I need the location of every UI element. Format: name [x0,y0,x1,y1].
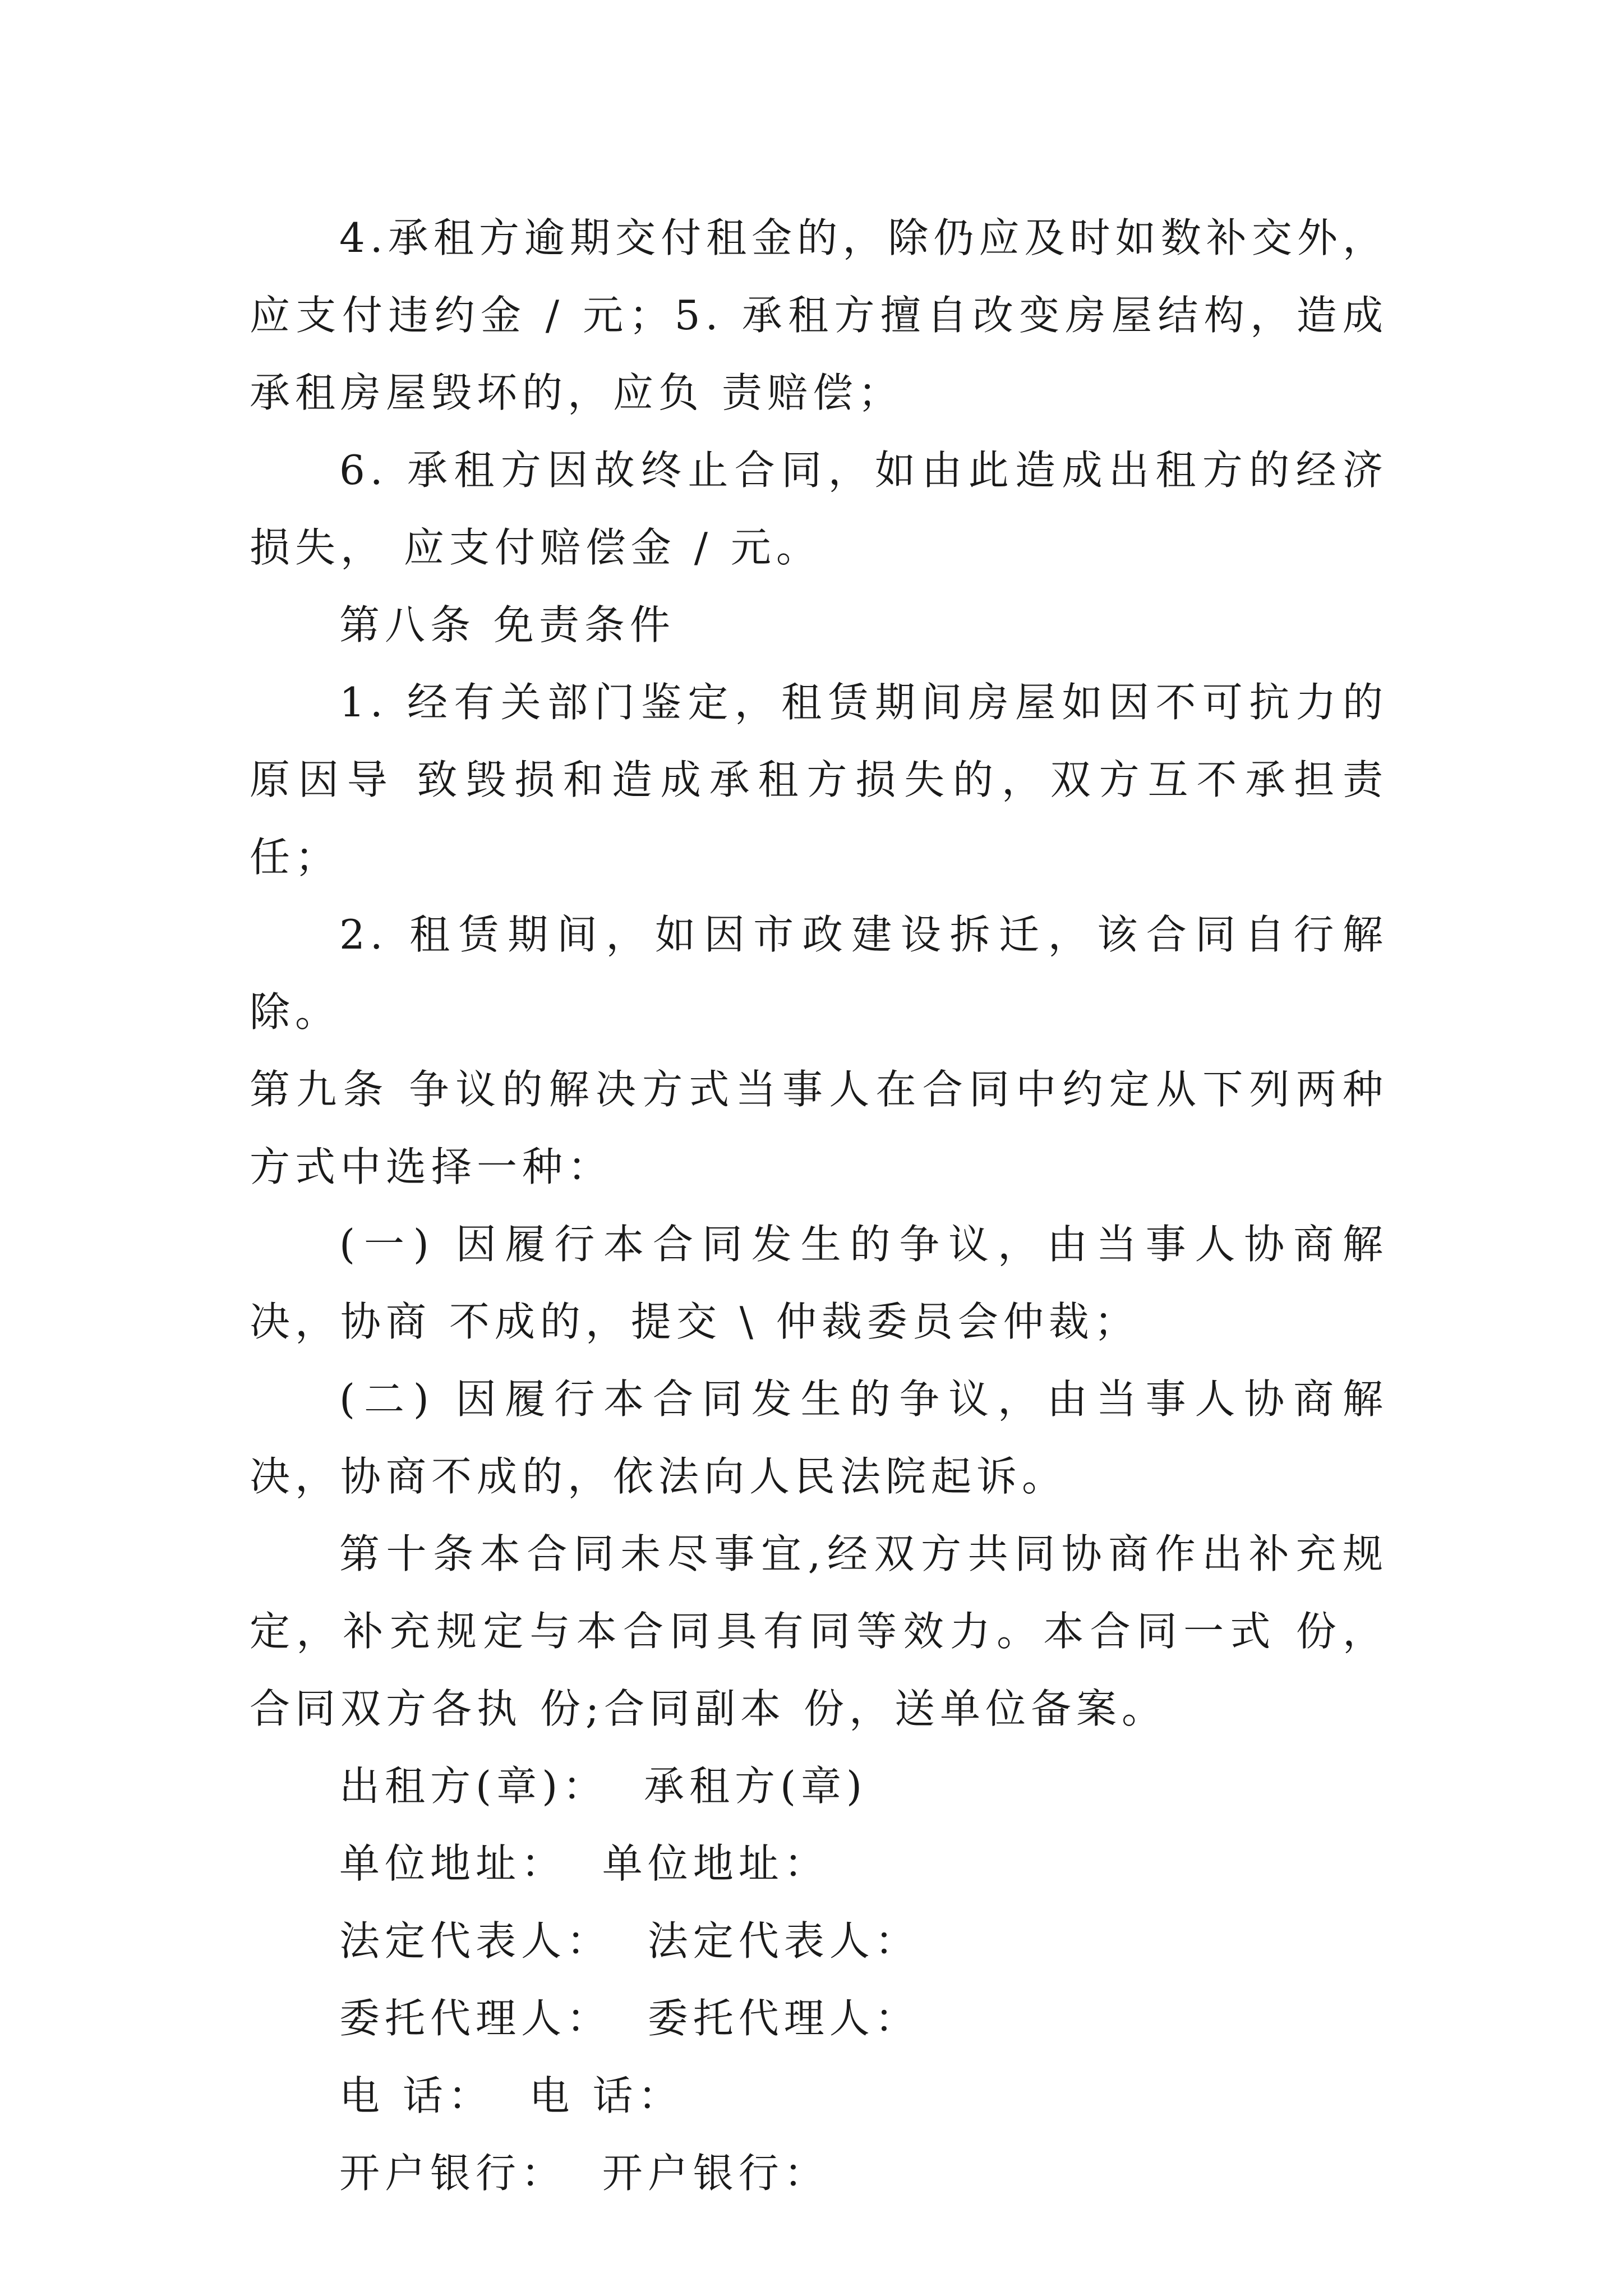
signature-bank-line: 开户银行： 开户银行： [339,2150,829,2197]
contract-text [250,199,1388,2212]
clause-late-rent-and-structure: 4.承租方逾期交付租金的，除仍应及时如数补交外，应支付违约金 / 元；5. 承租方擅自改变房屋结构，造成承租房屋毁坏的，应负 责赔偿； [250,214,1388,416]
signature-address-line: 单位地址： 单位地址： [339,1840,829,1887]
article-8-item-1: 1. 经有关部门鉴定，租赁期间房屋如因不可抗力的原因导 致毁损和造成承租方损失的，双方互不承担责任； [250,679,1388,881]
article-10-supplementary: 第十条本合同未尽事宜,经双方共同协商作出补充规定，补充规定与本合同具有同等效力。本合同一式 份，合同双方各执 份;合同副本 份，送单位备案。 [250,1530,1388,1732]
article-8-item-2: 2. 租赁期间，如因市政建设拆迁，该合同自行解除。 [250,911,1388,1036]
article-8-heading: 第八条 免责条件 [339,601,675,648]
article-9-option-1: (一) 因履行本合同发生的争议，由当事人协商解决，协商 不成的，提交 \ 仲裁委员会仲裁； [250,1221,1388,1345]
article-9-dispute-resolution: 第九条 争议的解决方式当事人在合同中约定从下列两种方式中选择一种： [250,1066,1388,1190]
signature-phone-line: 电 话： 电 话： [339,2072,684,2119]
clause-termination-compensation: 6. 承租方因故终止合同，如由此造成出租方的经济损失， 应支付赔偿金 / 元。 [250,447,1388,571]
signature-legal-rep-line: 法定代表人： 法定代表人： [339,1917,920,1964]
signature-agent-line: 委托代理人： 委托代理人： [339,1995,920,2042]
signature-seal-line: 出租方(章)： 承租方(章) [339,1763,868,1810]
article-9-option-2: (二) 因履行本合同发生的争议，由当事人协商解决，协商不成的，依法向人民法院起诉。 [250,1375,1388,1500]
